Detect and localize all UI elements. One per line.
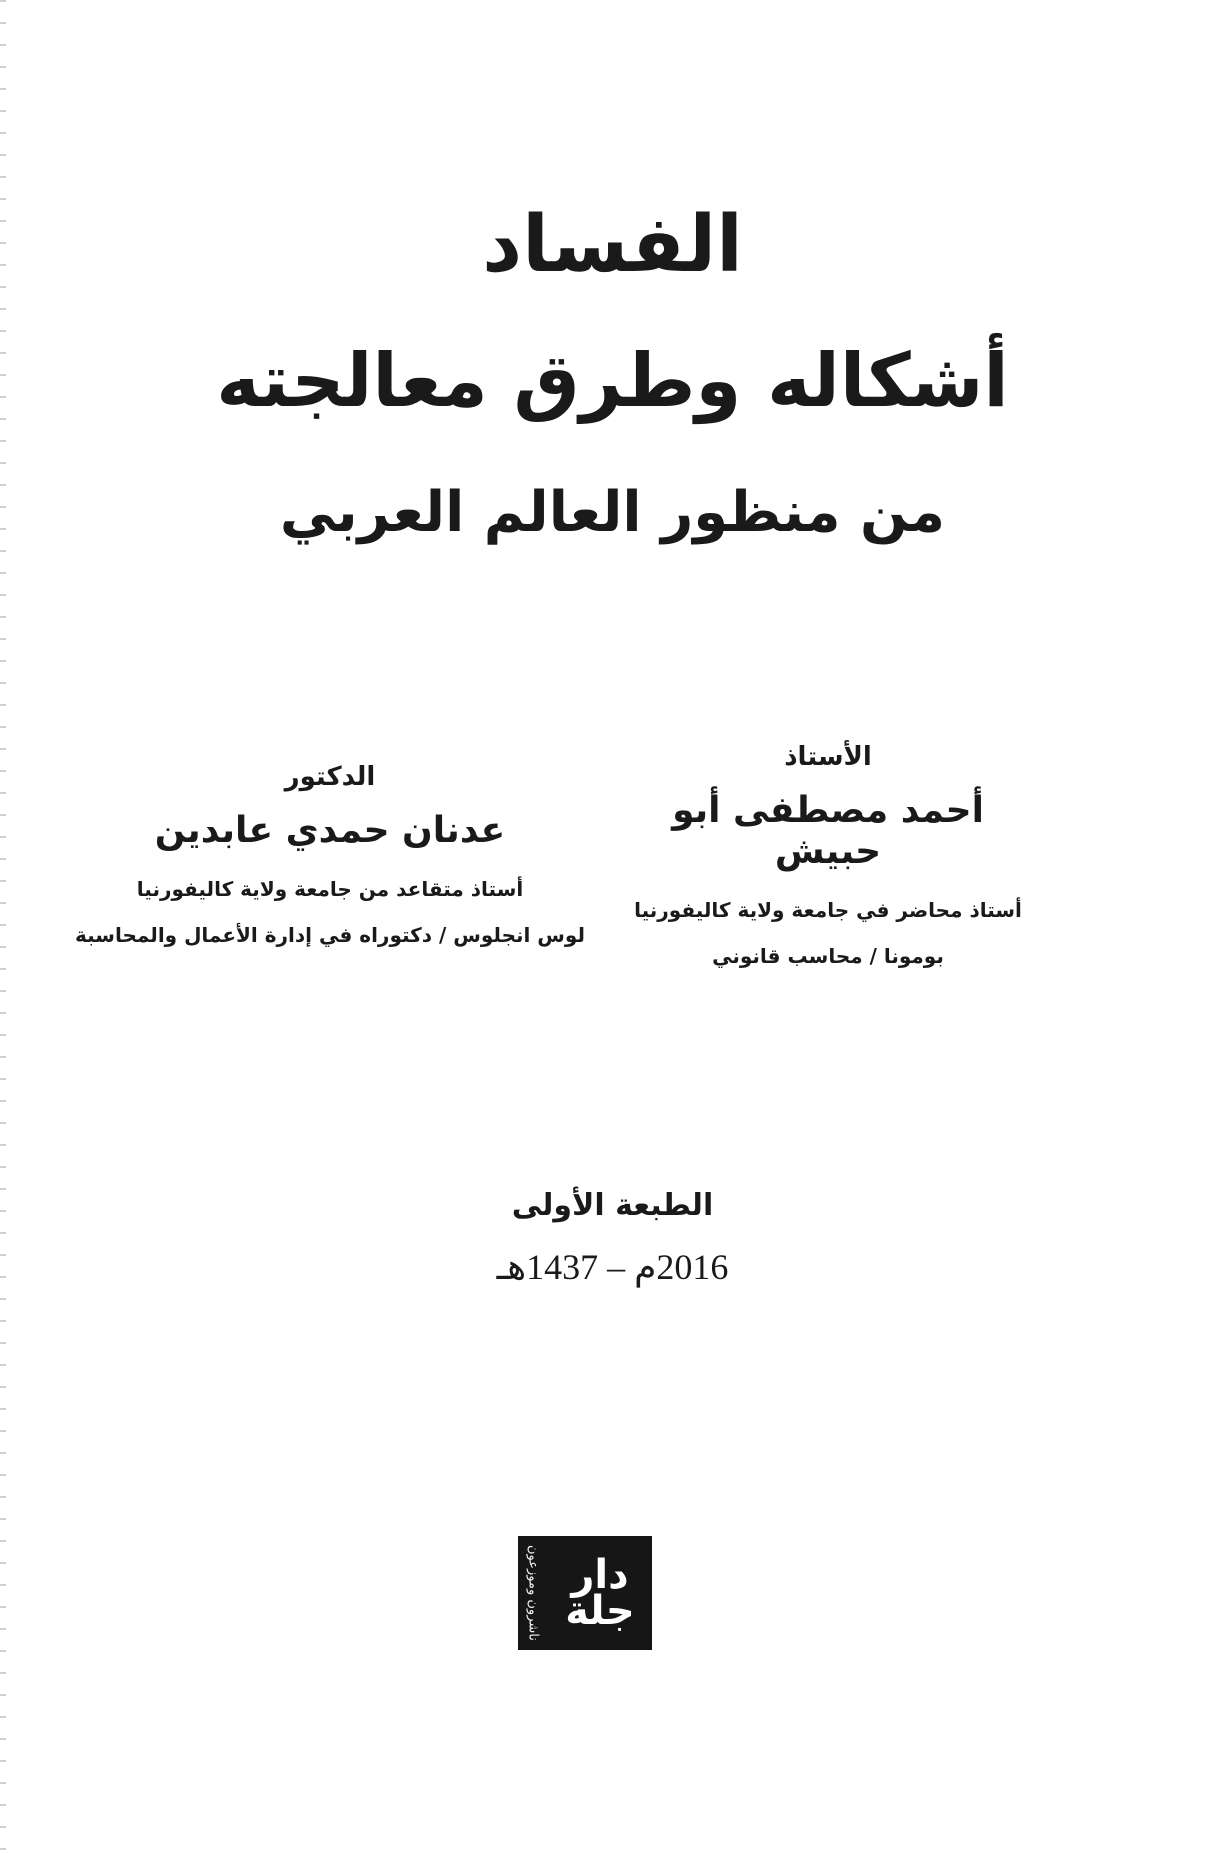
author-2-role: الدكتور — [284, 762, 376, 792]
author-1 — [618, 742, 1038, 968]
author-1-line-2: بومونا / محاسب قانوني — [712, 944, 944, 968]
edition-year: 2016م – 1437هـ — [496, 1247, 729, 1287]
publisher-logo-icon — [518, 1536, 652, 1650]
book-subtitle-2: من منظور العالم العربي — [279, 480, 946, 545]
author-2-line-1: أستاذ متقاعد من جامعة ولاية كاليفورنيا — [136, 877, 524, 901]
author-1-role: الأستاذ — [784, 742, 872, 772]
publisher-logo-mark: دار جلة — [565, 1552, 635, 1634]
author-2-name: عدنان حمدي عابدين — [154, 810, 506, 851]
publisher-tagline: ناشرون وموزعون — [525, 1545, 541, 1641]
author-2 — [70, 762, 590, 947]
edition-label: الطبعة الأولى — [511, 1188, 714, 1223]
author-1-line-1: أستاذ محاضر في جامعة ولاية كاليفورنيا — [634, 898, 1022, 922]
book-subtitle: أشكاله وطرق معالجته — [216, 338, 1009, 424]
book-title: الفساد — [482, 200, 743, 290]
author-2-line-2: لوس انجلوس / دكتوراه في إدارة الأعمال والمحاسبة — [75, 923, 585, 947]
author-1-name: أحمد مصطفى أبو حبيش — [672, 790, 984, 872]
